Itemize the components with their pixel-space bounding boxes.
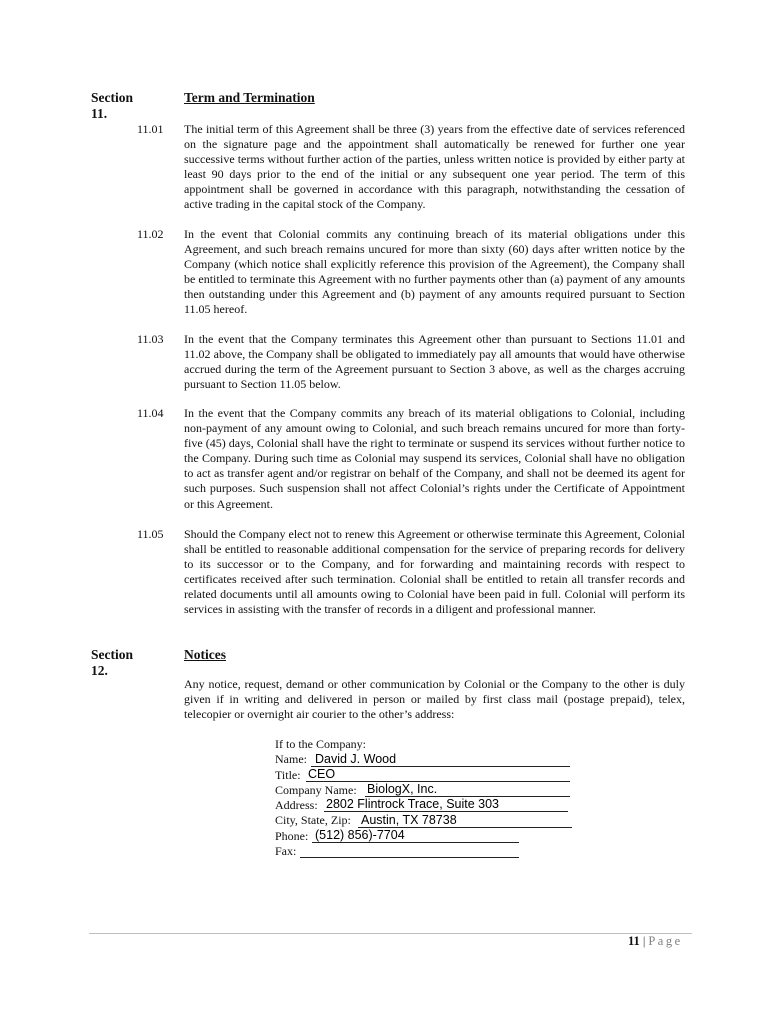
company-name-label: Company Name: (275, 782, 357, 797)
paragraph-text: In the event that Colonial commits any continuing breach of its material obligations under this Agreement, and such breach remains uncured for more than sixty (60) days after written notice by the Company (which notice shall explicitly reference this provision of the Agreement), the Company shall be entitled to terminate this Agreement with no further payments other than (a) payment of any amounts then outstanding under this Agreement and (b) payment of any amounts required pursuant to Section 11.05 hereof. (184, 227, 685, 317)
footer-separator: | (642, 934, 646, 948)
fax-line (300, 857, 519, 858)
company-name-field[interactable]: BiologX, Inc. (367, 782, 438, 797)
company-address-form (275, 737, 575, 859)
phone-label: Phone: (275, 828, 309, 843)
city-state-zip-row (275, 813, 575, 828)
phone-line (312, 842, 519, 843)
title-field[interactable]: CEO (308, 766, 336, 781)
page-number: 11 (628, 934, 640, 948)
notices-text: Any notice, request, demand or other communication by Colonial or the Company to the other is duly given if in writing and delivered in person or mailed by first class mail (postage prepaid), telex, telecopier or overnight air courier to the other’s address: (184, 677, 685, 722)
phone-row (275, 829, 575, 844)
paragraph-text: In the event that the Company commits any breach of its material obligations to Colonial, including non-payment of any amount owing to Colonial, and such breach remains uncured for more than forty-five (45) days, Colonial shall have the right to terminate or suspend its services without further notice to the Company. During such time as Colonial may suspend its services, Colonial shall have no obligation to act as transfer agent and/or registrar on behalf of the Company, and shall not be deemed its agent for such purposes. Such suspension shall not affect Colonial’s rights under the Certificate of Appointment or this Agreement. (184, 406, 685, 511)
name-field[interactable]: David J. Wood (315, 751, 397, 766)
phone-field[interactable]: (512) 856)-7704 (315, 828, 405, 843)
city-state-zip-field[interactable]: Austin, TX 78738 (361, 812, 457, 827)
address-field[interactable]: 2802 Flintrock Trace, Suite 303 (326, 797, 500, 812)
address-label: Address: (275, 798, 318, 813)
form-heading-row (275, 737, 575, 752)
paragraph-number: 11.03 (137, 332, 164, 346)
section-12-number: Section 12. (91, 647, 133, 678)
title-row (275, 768, 575, 783)
company-name-row (275, 783, 575, 798)
footer-divider (89, 933, 692, 934)
paragraph-number: 11.04 (137, 406, 164, 420)
name-label: Name: (275, 752, 307, 767)
section-11-title: Term and Termination (184, 90, 315, 105)
section-12-title: Notices (184, 647, 226, 662)
name-line (311, 766, 570, 767)
paragraph-number: 11.01 (137, 122, 164, 136)
title-label: Title: (275, 767, 301, 782)
paragraph-text: Should the Company elect not to renew this Agreement or otherwise terminate this Agreement, Colonial shall be entitled to reasonable additional compensation for the service of preparing records for delivery to its successor or to the Company, and for forwarding and maintaining records with respect to certificates received after such termination. Colonial shall be entitled to retain all transfer records and related documents until all amounts owing to Colonial have been paid in full. Colonial will perform its services in assisting with the transfer of records in a diligent and professional manner. (184, 527, 685, 617)
title-line (306, 781, 570, 782)
paragraph-text: The initial term of this Agreement shall be three (3) years from the effective date of services referenced on the signature page and the appointment shall automatically be renewed for further one year successive terms without further action of the parties, unless written notice is provided by either party at least 90 days prior to the end of the initial or any subsequent one year period. The term of this appointment shall be governed in accordance with this paragraph, notwithstanding the cessation of active trading in the capital stock of the Company. (184, 122, 685, 212)
fax-label: Fax: (275, 844, 297, 859)
paragraph-number: 11.02 (137, 227, 164, 241)
paragraph-text: In the event that the Company terminates this Agreement other than pursuant to Sections 11.01 and 11.02 above, the Company shall be obligated to immediately pay all amounts that would have otherwise accrued during the term of the Agreement pursuant to Section 3 above, as well as the charges accruing pursuant to Section 11.05 below. (184, 332, 685, 392)
paragraph-number: 11.05 (137, 527, 164, 541)
form-heading: If to the Company: (275, 737, 366, 751)
city-state-zip-label: City, State, Zip: (275, 813, 351, 828)
name-row (275, 752, 575, 767)
address-row (275, 798, 575, 813)
page-word: Page (648, 934, 683, 948)
fax-row (275, 844, 575, 859)
page-footer (628, 934, 683, 949)
section-11-number: Section 11. (91, 90, 133, 121)
